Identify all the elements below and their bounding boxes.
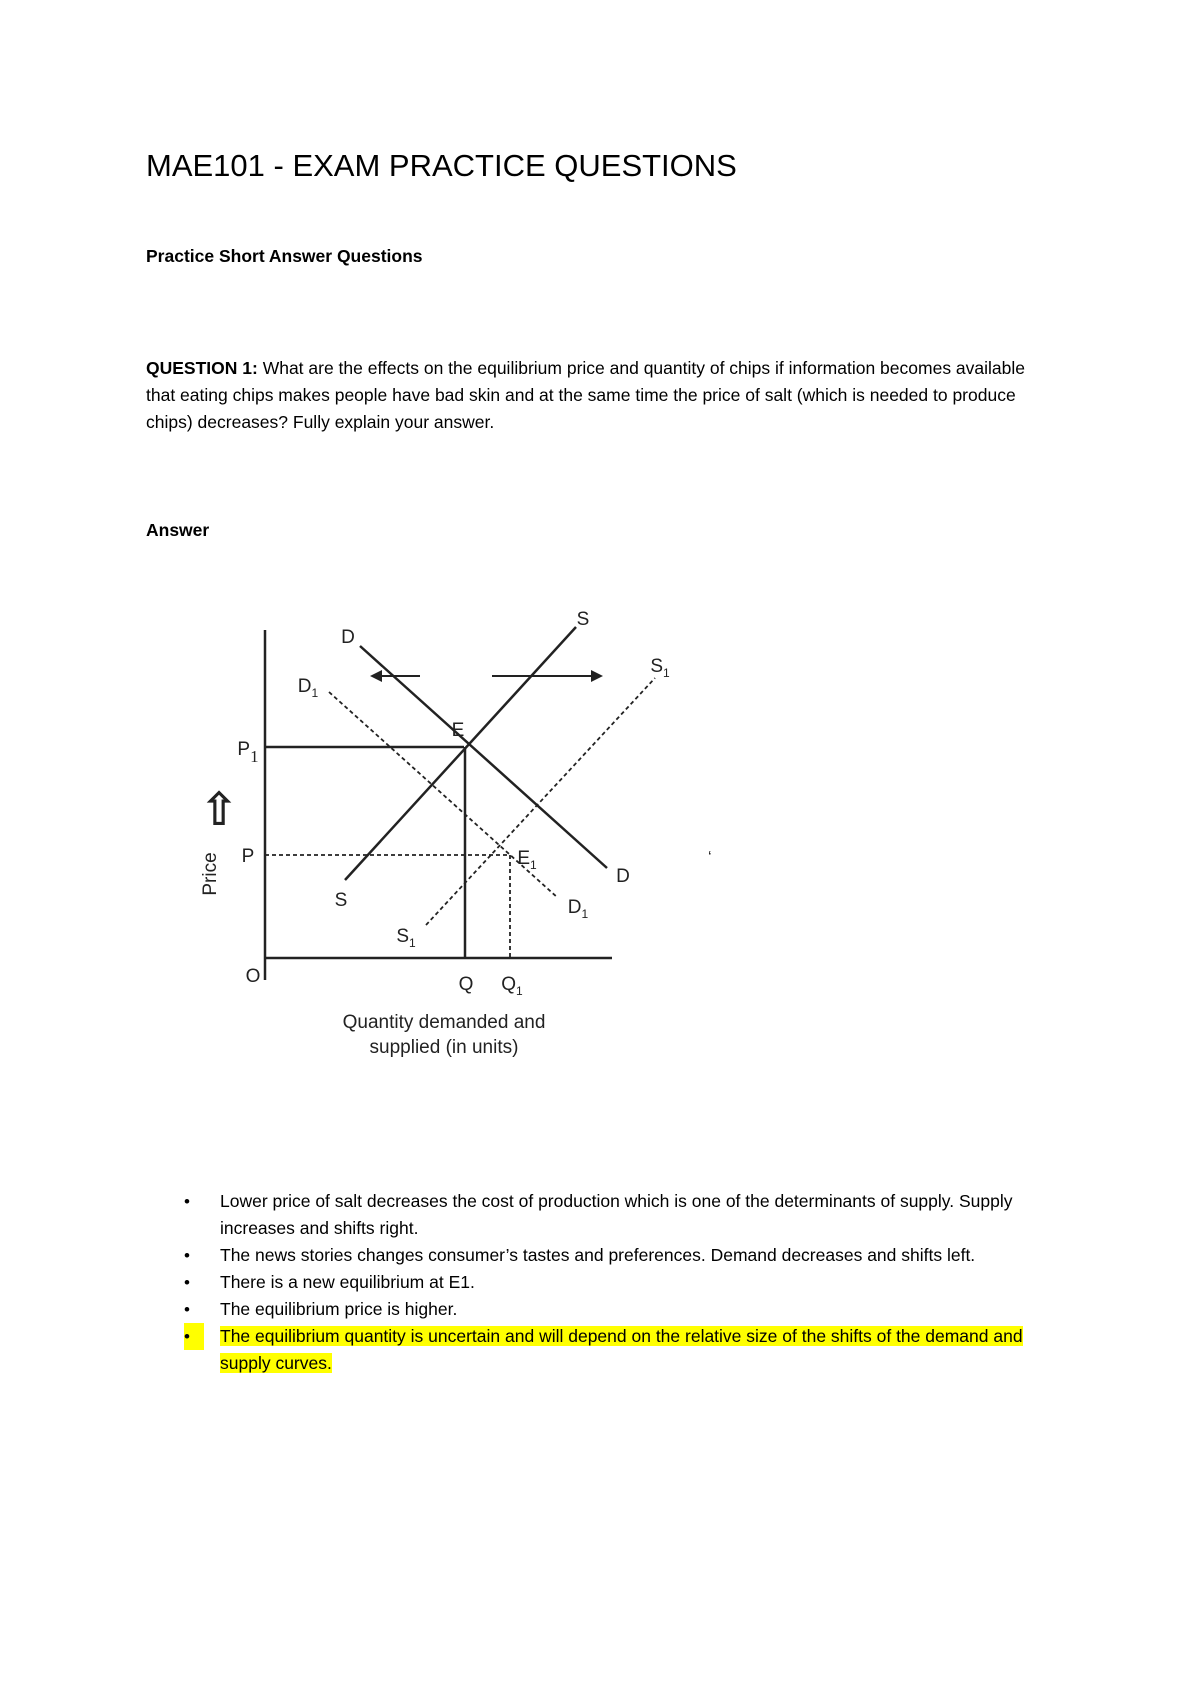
s1-top-main: S [650,656,663,677]
bullet-item [146,1188,1066,1242]
demand-shift-arrowhead [370,670,382,682]
s1-bottom-main: S [396,926,409,947]
bullet-text: The equilibrium price is higher. [220,1299,458,1319]
s1-bottom-sub: 1 [409,936,416,950]
d1-top-sub: 1 [311,686,319,700]
p1-sub: 1 [250,747,259,766]
q1-sub: 1 [516,984,523,998]
d1-label-top [298,676,319,700]
answer-heading: Answer [146,520,210,540]
s1-label-top [650,656,670,680]
up-arrow-icon: ⇧ [199,783,239,835]
q-label: Q [458,974,474,995]
x-axis-label-line1: Quantity demanded and [342,1012,546,1033]
p-label: P [241,846,255,867]
bullet-icon: • [184,1246,190,1265]
origin-label: O [245,966,261,987]
bullet-text: There is a new equilibrium at E1. [220,1272,475,1292]
question-text: What are the effects on the equilibrium price and quantity of chips if information becomes available that eating chips makes people have bad skin and at the same time the price of salt (which is needed to produce chips) decreases? Fully explain your answer. [146,358,1026,432]
bullet-item [146,1296,1066,1323]
e1-label [517,848,537,872]
s-label-bottom: S [334,890,348,911]
supply-demand-svg [180,600,740,1060]
bullet-item-highlighted [146,1323,1066,1377]
p1-main: P [237,739,251,760]
e1-main: E [517,848,530,869]
question-1 [146,355,1046,436]
d-label-bottom: D [616,866,630,887]
bullet-icon: • [184,1323,204,1350]
p1-label [237,739,258,766]
bullet-icon: • [184,1273,190,1292]
stray-mark: ‘ [708,849,712,866]
section-heading: Practice Short Answer Questions [146,246,423,266]
d-label-top: D [341,627,355,648]
supply-demand-diagram [180,600,740,1060]
s1-top-sub: 1 [663,666,670,680]
d1-top-main: D [297,676,312,697]
bullet-item [146,1269,1066,1296]
supply-curve-s1 [426,678,655,925]
bullet-text: The news stories changes consumer’s tastes and preferences. Demand decreases and shifts left. [220,1245,976,1265]
page-title: MAE101 - EXAM PRACTICE QUESTIONS [146,148,737,183]
bullet-text: Lower price of salt decreases the cost of production which is one of the determinants of supply. Supply increases and shifts right. [220,1191,1013,1238]
q1-main: Q [501,974,517,995]
bullet-item [146,1242,1066,1269]
e1-sub: 1 [530,858,537,872]
answer-bullet-list [146,1188,1066,1377]
bullet-icon: • [184,1192,190,1211]
s1-label-bottom [396,926,416,950]
d1-label-bottom [568,897,589,921]
bullet-text-highlighted: The equilibrium quantity is uncertain and will depend on the relative size of the shifts of the demand and supply curves. [220,1326,1023,1373]
d1-bottom-main: D [567,897,582,918]
s-label-top: S [576,609,590,630]
e-label: E [451,720,465,741]
x-axis-label-line2: supplied (in units) [369,1037,519,1058]
q1-label [501,974,523,998]
d1-bottom-sub: 1 [581,907,589,921]
supply-shift-arrowhead [591,670,603,682]
demand-curve-d [360,646,607,868]
question-label: QUESTION 1: [146,358,258,378]
bullet-icon: • [184,1300,190,1319]
y-axis-label: Price [200,852,221,896]
